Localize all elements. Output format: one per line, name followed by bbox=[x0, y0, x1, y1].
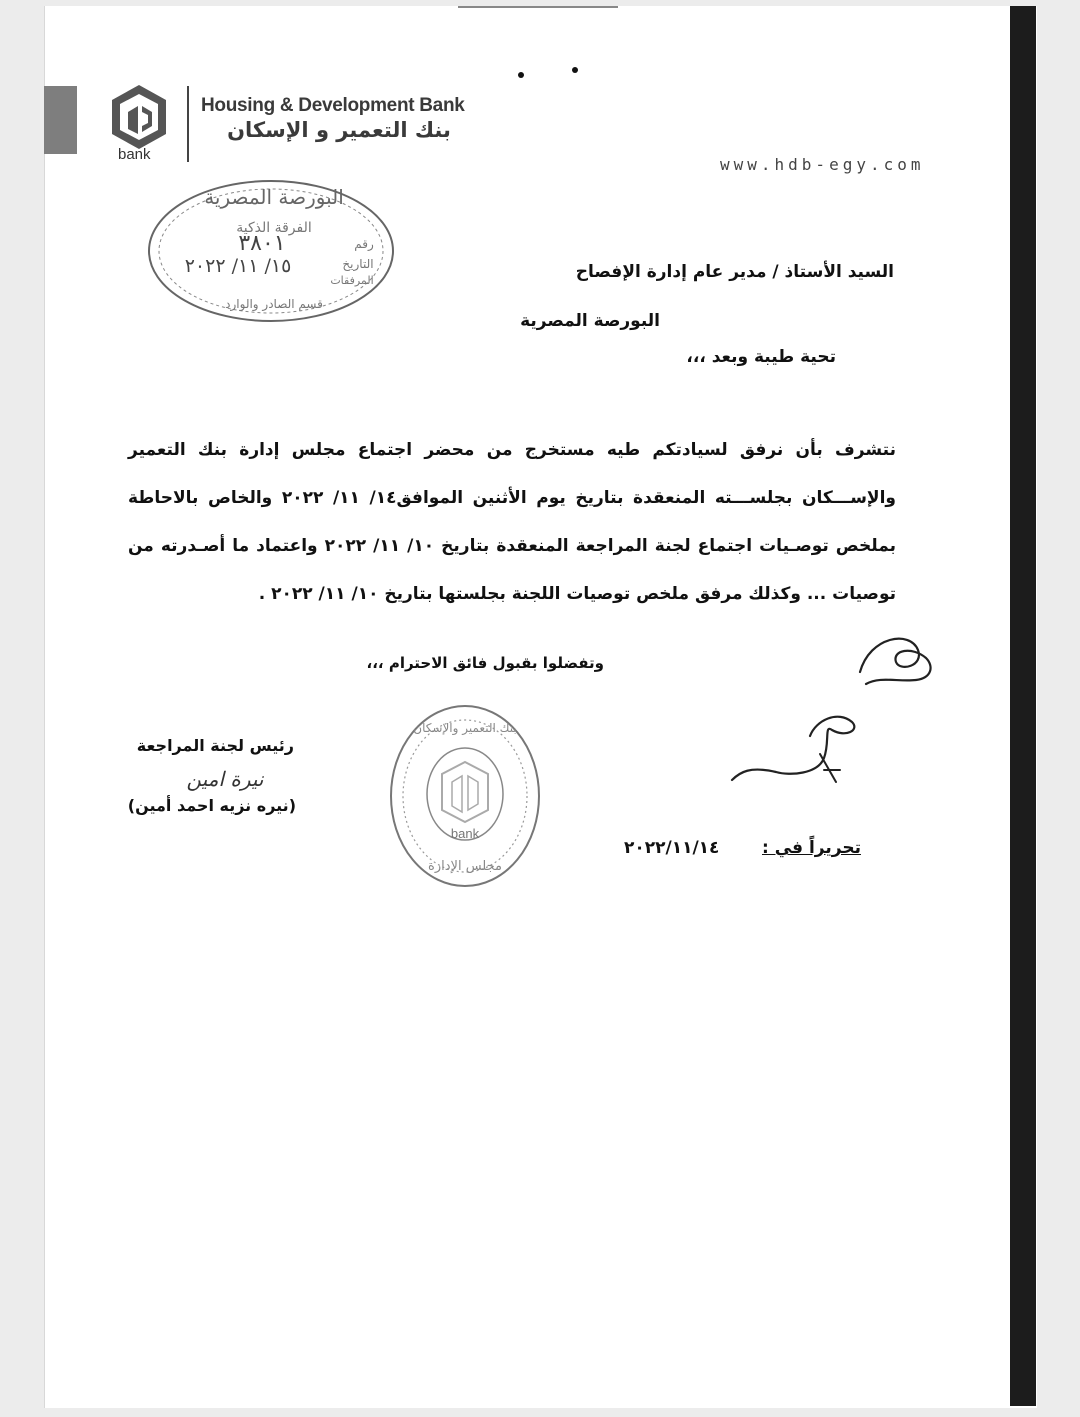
incoming-stamp bbox=[146, 176, 396, 326]
stamp-date-value: ١٥/ ١١/ ٢٠٢٢ bbox=[184, 255, 292, 277]
stamp-line2: الفرقة الذكية bbox=[236, 220, 312, 236]
seal-bottom-text: مجلس الإدارة bbox=[428, 859, 502, 874]
dated-value: ٢٠٢٢/١١/١٤ bbox=[624, 838, 720, 858]
handwritten-signature-image bbox=[720, 624, 950, 794]
seal-top-text: بنك التعمير والإسكان bbox=[413, 721, 517, 735]
logo-caption: bank bbox=[118, 146, 151, 163]
logo-separator bbox=[187, 86, 189, 162]
seal-caption: bank bbox=[450, 826, 480, 841]
bank-seal bbox=[388, 702, 542, 890]
chair-signature-text: نيرة امين bbox=[186, 767, 264, 791]
bank-name-arabic: بنك التعمير و الإسكان bbox=[227, 118, 451, 142]
closing-line: وتفضلوا بقبول فائق الاحترام ،،، bbox=[366, 654, 604, 672]
stamp-number-value: ٣٨٠١ bbox=[238, 231, 286, 256]
scan-right-edge bbox=[1010, 6, 1036, 1406]
stamp-attachments-label: المرفقات bbox=[330, 274, 374, 287]
stamp-department: قسم الصادر والوارد bbox=[225, 297, 323, 311]
chair-signature-image bbox=[150, 762, 300, 796]
scan-top-line bbox=[458, 6, 618, 8]
recipient-organization: البورصة المصرية bbox=[520, 311, 660, 331]
greeting-line: تحية طيبة وبعد ،،، bbox=[686, 347, 836, 367]
website-url: www.hdb-egy.com bbox=[720, 155, 925, 174]
stamp-line1: البورصة المصرية bbox=[204, 185, 344, 209]
recipient-line: السيد الأستاذ / مدير عام إدارة الإفصاح bbox=[575, 262, 894, 282]
stamp-number-label: رقم bbox=[354, 237, 374, 251]
dated-label: تحريراً في : bbox=[762, 838, 861, 858]
scan-speck bbox=[572, 67, 578, 73]
chair-name: (نيره نزيه احمد أمين) bbox=[127, 796, 296, 815]
letter-body: نتشرف بأن نرفق لسيادتكم طيه مستخرج من محضر اجتماع مجلس إدارة بنك التعمير والإســـكان بجلســـته المنعقدة بتاريخ يوم الأثنين الموافق١٤/ ١١/ ٢٠٢٢ والخاص بالاحاطة بملخص توصـيات اجتماع لجنة المراجعة المنعقدة بتاريخ ١٠/ ١١/ ٢٠٢٢ واعتماد ما أصـدرته من توصيات ... وكذلك مرفق ملخص توصيات اللجنة بجلستها بتاريخ ١٠/ ١١/ ٢٠٢٢ . bbox=[128, 440, 896, 604]
scan-speck bbox=[518, 72, 524, 78]
scan-left-tab bbox=[44, 86, 77, 154]
stamp-date-label: التاريخ bbox=[342, 257, 374, 271]
chair-title: رئيس لجنة المراجعة bbox=[136, 736, 294, 755]
bank-name-english: Housing & Development Bank bbox=[201, 95, 465, 116]
hdb-logo-icon bbox=[104, 82, 174, 152]
